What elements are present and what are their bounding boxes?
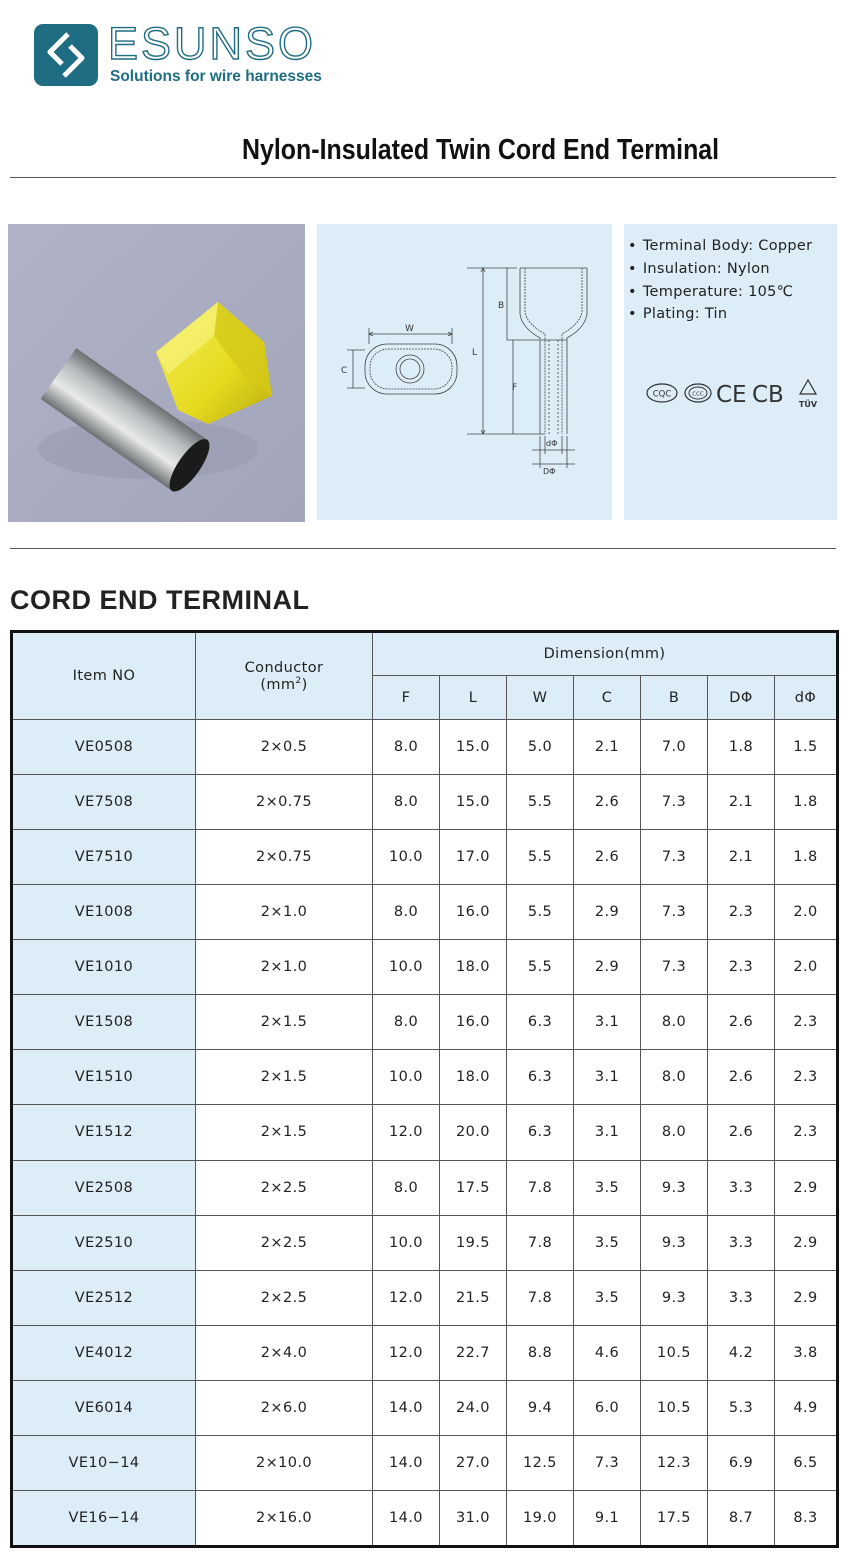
dimension-cell: 27.0 [440, 1435, 507, 1490]
dimension-cell: 2.9 [775, 1160, 838, 1215]
dimension-cell: 5.0 [507, 720, 574, 775]
table-row [12, 1160, 838, 1215]
dimension-cell: 2.9 [775, 1215, 838, 1270]
dimension-cell: 19.0 [507, 1490, 574, 1546]
conductor-cell: 2×1.5 [196, 995, 373, 1050]
item-no-cell: VE2510 [12, 1215, 196, 1270]
dimension-cell: 21.5 [440, 1270, 507, 1325]
dim-label-d-inner: dΦ [546, 439, 558, 448]
table-row [12, 995, 838, 1050]
ce-mark-icon: CE [716, 382, 747, 408]
dimension-cell: 7.3 [641, 830, 708, 885]
header-dim-col: F [373, 676, 440, 720]
dimension-cell: 8.0 [641, 1105, 708, 1160]
header-dim-col: W [507, 676, 574, 720]
dimension-cell: 6.5 [775, 1435, 838, 1490]
dimension-cell: 15.0 [440, 720, 507, 775]
dimension-cell: 7.3 [574, 1435, 641, 1490]
table-row [12, 830, 838, 885]
dimension-cell: 7.8 [507, 1270, 574, 1325]
dimension-cell: 5.3 [708, 1380, 775, 1435]
conductor-cell: 2×1.0 [196, 885, 373, 940]
header-conductor-unit: $(mm^2)$ [260, 675, 308, 693]
dimension-cell: 10.0 [373, 1050, 440, 1105]
dimension-cell: 16.0 [440, 995, 507, 1050]
conductor-cell: 2×0.75 [196, 775, 373, 830]
dimension-cell: 31.0 [440, 1490, 507, 1546]
title-divider [10, 177, 836, 178]
item-no-cell: VE7510 [12, 830, 196, 885]
dimension-cell: 2.1 [708, 775, 775, 830]
dimension-cell: 2.3 [708, 885, 775, 940]
dimension-cell: 8.7 [708, 1490, 775, 1546]
conductor-cell: 2×4.0 [196, 1325, 373, 1380]
dimension-cell: 8.3 [775, 1490, 838, 1546]
conductor-cell: 2×0.75 [196, 830, 373, 885]
dimension-cell: 2.6 [708, 1050, 775, 1105]
dimension-cell: 8.0 [373, 720, 440, 775]
certification-marks [646, 374, 826, 414]
dimension-cell: 8.0 [373, 885, 440, 940]
table-row [12, 1050, 838, 1105]
dimension-cell: 7.3 [641, 885, 708, 940]
dimension-cell: 9.1 [574, 1490, 641, 1546]
table-row [12, 940, 838, 995]
header-dim-col: B [641, 676, 708, 720]
header-conductor-label: Conductor [244, 659, 324, 676]
dimension-cell: 14.0 [373, 1490, 440, 1546]
dimension-cell: 6.3 [507, 1050, 574, 1105]
dimension-cell: 2.6 [708, 1105, 775, 1160]
item-no-cell: VE2512 [12, 1270, 196, 1325]
dimension-cell: 20.0 [440, 1105, 507, 1160]
header-dim-col: dΦ [775, 676, 838, 720]
spec-item: • Insulation: Nylon [628, 258, 812, 281]
item-no-cell: VE1508 [12, 995, 196, 1050]
item-no-cell: VE4012 [12, 1325, 196, 1380]
dimension-cell: 2.0 [775, 940, 838, 995]
conductor-cell: 2×1.5 [196, 1105, 373, 1160]
conductor-cell: 2×6.0 [196, 1380, 373, 1435]
dimension-cell: 14.0 [373, 1380, 440, 1435]
dimension-cell: 18.0 [440, 1050, 507, 1105]
dimension-cell: 3.3 [708, 1215, 775, 1270]
dimension-cell: 8.0 [641, 995, 708, 1050]
item-no-cell: VE10−14 [12, 1435, 196, 1490]
table-row [12, 1270, 838, 1325]
dimension-cell: 3.3 [708, 1270, 775, 1325]
spec-item: • Temperature: 105℃ [628, 281, 812, 304]
dimension-cell: 12.3 [641, 1435, 708, 1490]
dimension-cell: 3.5 [574, 1160, 641, 1215]
dimension-cell: 10.0 [373, 940, 440, 995]
product-photo [8, 224, 305, 522]
item-no-cell: VE16−14 [12, 1490, 196, 1546]
dimension-cell: 7.8 [507, 1160, 574, 1215]
dimension-cell: 6.9 [708, 1435, 775, 1490]
header-conductor [196, 632, 373, 720]
dimension-cell: 12.0 [373, 1270, 440, 1325]
table-row [12, 1325, 838, 1380]
dimension-cell: 2.3 [708, 940, 775, 995]
spec-table [10, 630, 836, 1548]
conductor-cell: 2×10.0 [196, 1435, 373, 1490]
dimension-cell: 2.9 [775, 1270, 838, 1325]
dimension-cell: 3.3 [708, 1160, 775, 1215]
dimension-cell: 17.5 [440, 1160, 507, 1215]
dimension-cell: 5.5 [507, 830, 574, 885]
conductor-cell: 2×1.0 [196, 940, 373, 995]
tuv-mark-icon [799, 380, 818, 409]
dimension-cell: 3.5 [574, 1215, 641, 1270]
dimension-cell: 8.0 [641, 1050, 708, 1105]
dimension-cell: 2.6 [574, 775, 641, 830]
dimension-cell: 2.9 [574, 885, 641, 940]
table-row [12, 1105, 838, 1160]
cqc-mark-icon [647, 384, 677, 402]
dimension-cell: 2.9 [574, 940, 641, 995]
dimension-cell: 2.6 [574, 830, 641, 885]
dimension-cell: 24.0 [440, 1380, 507, 1435]
dimension-cell: 5.5 [507, 775, 574, 830]
dimension-cell: 12.0 [373, 1105, 440, 1160]
terminal-dimension-diagram [317, 224, 612, 520]
cb-mark-icon: CB [752, 382, 784, 408]
ccc-mark-icon [685, 384, 711, 402]
dimension-cell: 2.3 [775, 995, 838, 1050]
dimension-cell: 1.8 [708, 720, 775, 775]
header-item-no: Item NO [12, 632, 196, 720]
table-row [12, 1380, 838, 1435]
dimension-drawing [317, 224, 612, 520]
dimension-cell: 10.5 [641, 1380, 708, 1435]
section-title: CORD END TERMINAL [10, 585, 310, 615]
brand-tagline: Solutions for wire harnesses [110, 68, 322, 85]
table-row [12, 775, 838, 830]
header-dim-col: DΦ [708, 676, 775, 720]
dimension-cell: 12.0 [373, 1325, 440, 1380]
conductor-cell: 2×1.5 [196, 1050, 373, 1105]
dimension-cell: 6.3 [507, 995, 574, 1050]
table-row [12, 720, 838, 775]
conductor-cell: 2×0.5 [196, 720, 373, 775]
table-row [12, 1435, 838, 1490]
cord-end-terminal-photo-icon [8, 224, 305, 522]
dim-label-f: F [512, 383, 518, 393]
dimension-cell: 10.0 [373, 1215, 440, 1270]
svg-text:CQC: CQC [652, 389, 672, 400]
dimension-cell: 8.0 [373, 1160, 440, 1215]
dimension-cell: 1.8 [775, 775, 838, 830]
dimension-cell: 2.6 [708, 995, 775, 1050]
header-dim-col: C [574, 676, 641, 720]
dimension-cell: 4.9 [775, 1380, 838, 1435]
spec-panel [624, 224, 837, 520]
dimension-cell: 5.5 [507, 885, 574, 940]
dimension-cell: 9.3 [641, 1270, 708, 1325]
table-row [12, 1215, 838, 1270]
dimension-cell: 8.0 [373, 775, 440, 830]
conductor-cell: 2×2.5 [196, 1215, 373, 1270]
table-row [12, 885, 838, 940]
dimension-cell: 22.7 [440, 1325, 507, 1380]
dimension-cell: 16.0 [440, 885, 507, 940]
item-no-cell: VE6014 [12, 1380, 196, 1435]
dimension-cell: 17.5 [641, 1490, 708, 1546]
dimension-cell: 8.8 [507, 1325, 574, 1380]
dimension-cell: 2.3 [775, 1105, 838, 1160]
dimension-cell: 6.0 [574, 1380, 641, 1435]
header-dimension: Dimension(mm) [373, 632, 838, 676]
dimension-cell: 10.5 [641, 1325, 708, 1380]
dimension-cell: 7.8 [507, 1215, 574, 1270]
dimension-cell: 9.4 [507, 1380, 574, 1435]
dimension-cell: 7.3 [641, 940, 708, 995]
item-no-cell: VE1510 [12, 1050, 196, 1105]
brand-name: ESUNSO [108, 18, 317, 69]
item-no-cell: VE7508 [12, 775, 196, 830]
dim-label-b: B [498, 301, 505, 311]
dimension-cell: 2.1 [574, 720, 641, 775]
spec-item: • Terminal Body: Copper [628, 235, 812, 258]
item-no-cell: VE1512 [12, 1105, 196, 1160]
dimension-cell: 3.1 [574, 1050, 641, 1105]
item-no-cell: VE1010 [12, 940, 196, 995]
dimension-cell: 1.5 [775, 720, 838, 775]
dimension-cell: 7.0 [641, 720, 708, 775]
dimension-cell: 3.1 [574, 1105, 641, 1160]
dimension-cell: 8.0 [373, 995, 440, 1050]
dimension-cell: 4.2 [708, 1325, 775, 1380]
dimension-cell: 3.5 [574, 1270, 641, 1325]
item-no-cell: VE0508 [12, 720, 196, 775]
dimension-cell: 5.5 [507, 940, 574, 995]
table-row [12, 1490, 838, 1546]
dimension-cell: 2.3 [775, 1050, 838, 1105]
conductor-cell: 2×2.5 [196, 1270, 373, 1325]
dimension-cell: 3.1 [574, 995, 641, 1050]
spec-list [628, 235, 812, 326]
dimension-cell: 2.0 [775, 885, 838, 940]
esunso-logo-icon [34, 24, 98, 86]
item-no-cell: VE1008 [12, 885, 196, 940]
dim-label-w: W [405, 324, 414, 334]
header-dim-col: L [440, 676, 507, 720]
spec-item: • Plating: Tin [628, 303, 812, 326]
dimension-cell: 9.3 [641, 1215, 708, 1270]
dimension-cell: 1.8 [775, 830, 838, 885]
section-divider [10, 548, 836, 549]
conductor-cell: 2×16.0 [196, 1490, 373, 1546]
conductor-cell: 2×2.5 [196, 1160, 373, 1215]
dimension-cell: 4.6 [574, 1325, 641, 1380]
svg-text:TÜV: TÜV [798, 400, 818, 409]
dimension-cell: 7.3 [641, 775, 708, 830]
svg-text:CCC: CCC [692, 391, 704, 398]
dim-label-c: C [341, 366, 348, 376]
dimension-cell: 14.0 [373, 1435, 440, 1490]
dimension-cell: 19.5 [440, 1215, 507, 1270]
dimension-cell: 3.8 [775, 1325, 838, 1380]
dim-label-d-outer: DΦ [543, 467, 556, 476]
dimension-cell: 2.1 [708, 830, 775, 885]
dimension-cell: 18.0 [440, 940, 507, 995]
dim-label-l: L [472, 348, 478, 358]
item-no-cell: VE2508 [12, 1160, 196, 1215]
page-title: Nylon-Insulated Twin Cord End Terminal [242, 134, 720, 166]
dimension-cell: 12.5 [507, 1435, 574, 1490]
dimension-cell: 6.3 [507, 1105, 574, 1160]
dimension-cell: 9.3 [641, 1160, 708, 1215]
dimension-cell: 15.0 [440, 775, 507, 830]
dimension-cell: 17.0 [440, 830, 507, 885]
dimension-cell: 10.0 [373, 830, 440, 885]
